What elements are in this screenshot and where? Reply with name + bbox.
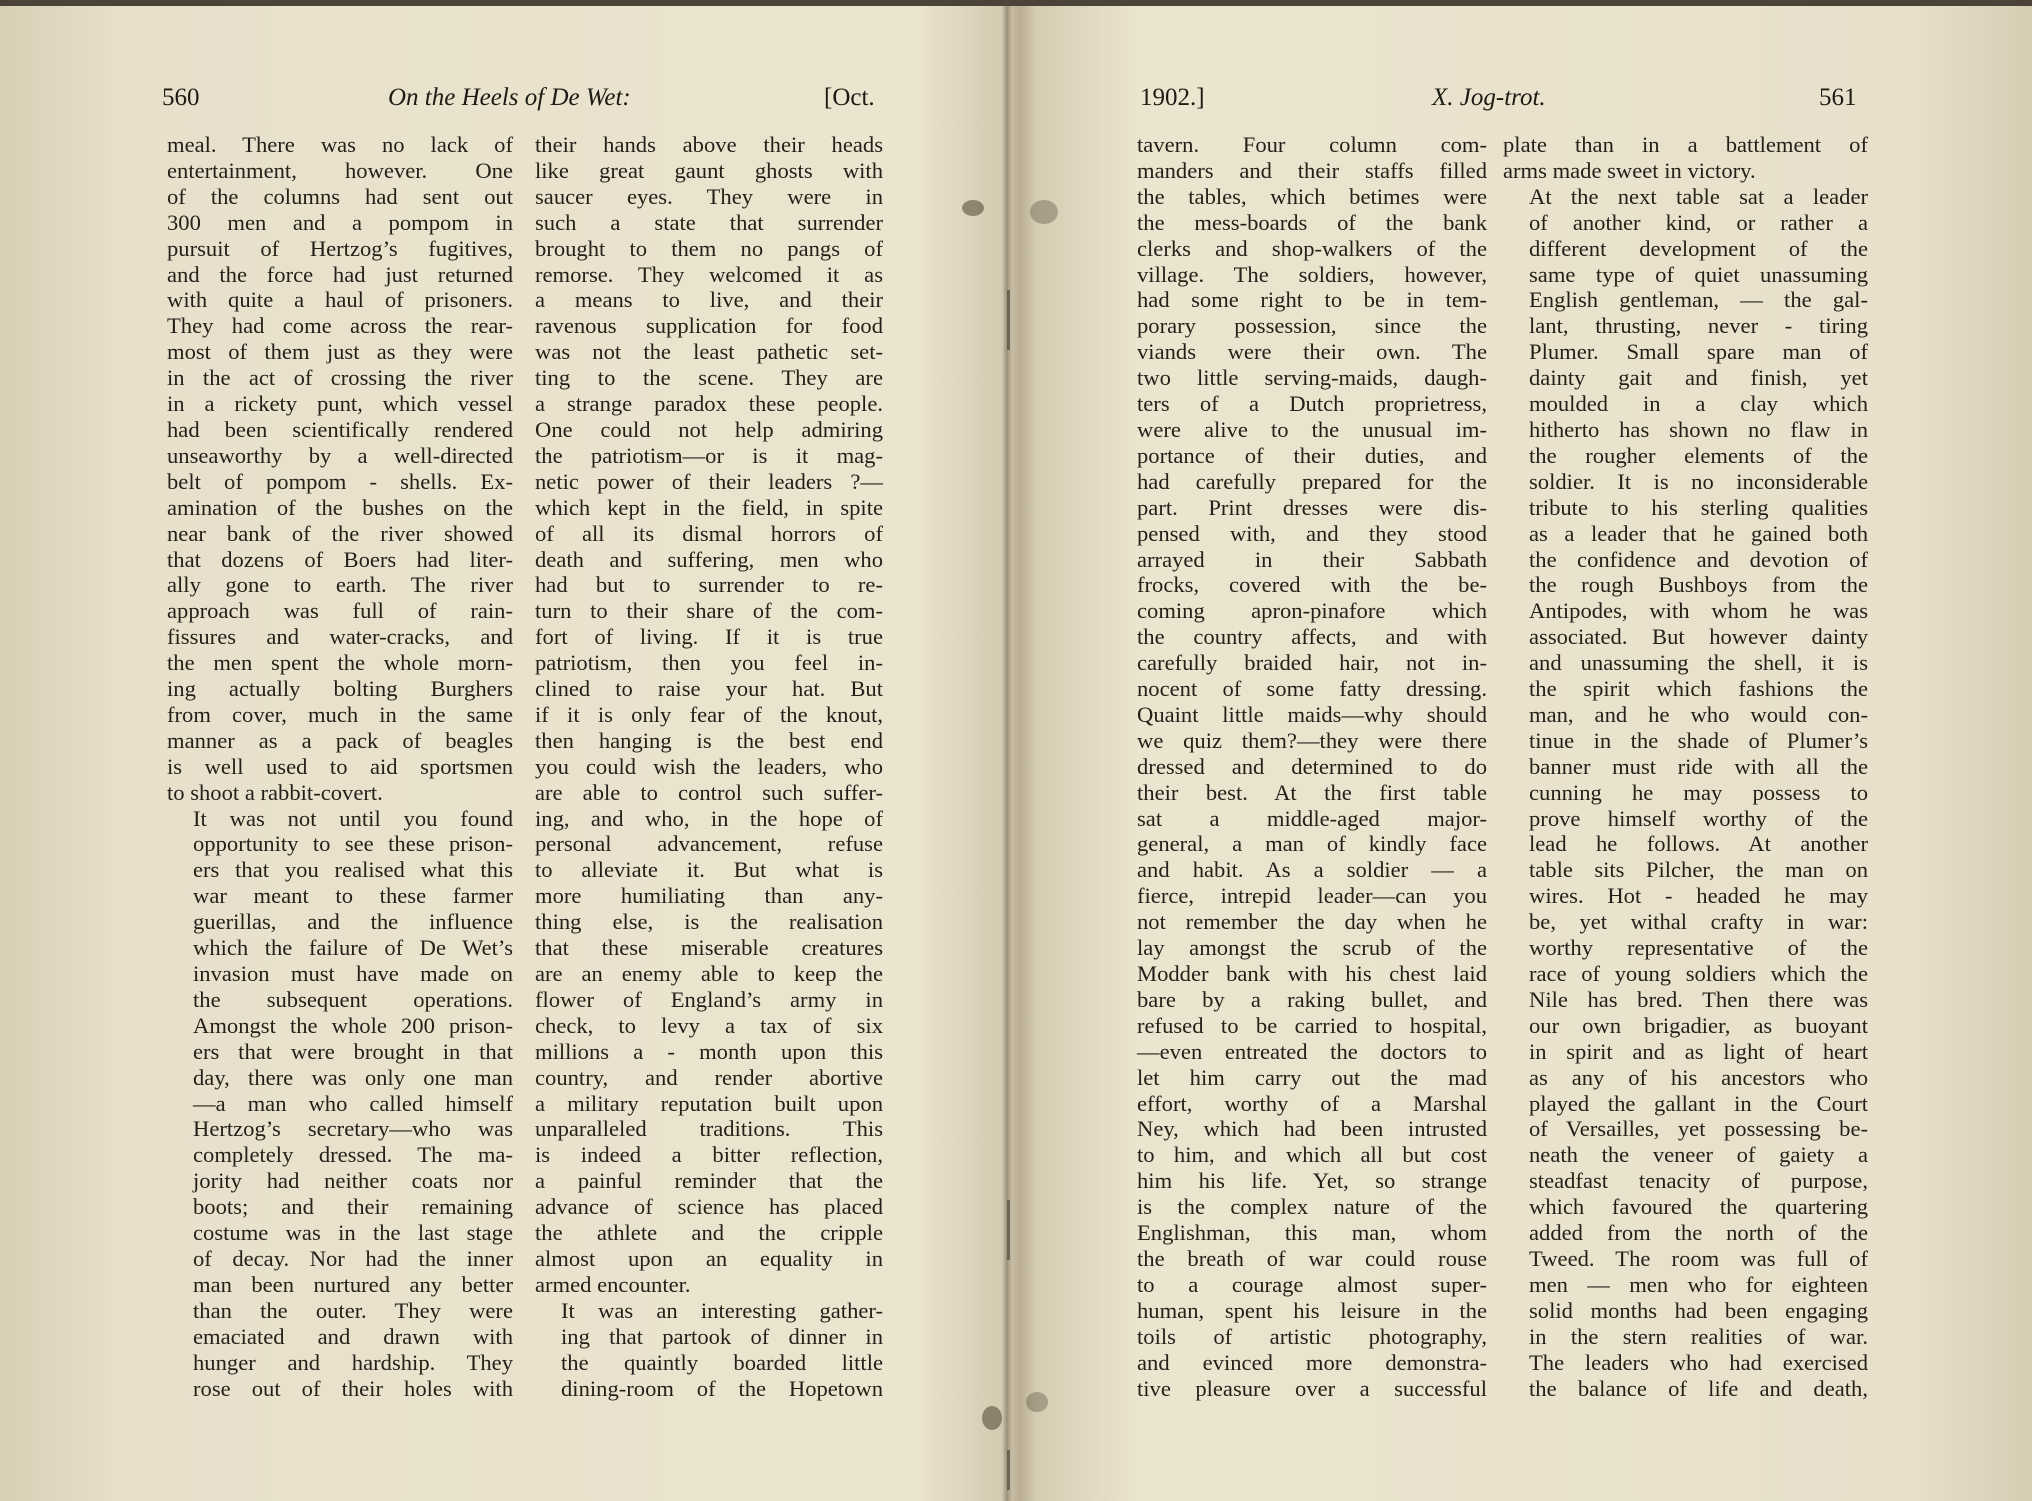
text-line: The leaders who had exercised [1529, 1349, 1868, 1375]
text-line: armed encounter. [535, 1271, 691, 1297]
text-line: entertainment, however. One [167, 157, 513, 183]
text-line: ing, and who, in the hope of [535, 805, 883, 831]
text-line: tribute to his sterling qualities [1529, 494, 1868, 520]
gutter-thread [1007, 1200, 1010, 1260]
text-line: table sits Pilcher, the man on [1529, 857, 1868, 883]
text-line: hitherto has shown no flaw in [1529, 416, 1868, 442]
text-line: had been scientifically rendered [167, 416, 513, 442]
text-line: the spirit which fashions the [1529, 676, 1868, 702]
text-line: advance of science has placed [535, 1194, 883, 1220]
text-line: Modder bank with his chest laid [1137, 961, 1487, 986]
text-line: invasion must have made on [193, 961, 513, 986]
text-line: dainty gait and finish, yet [1529, 365, 1868, 391]
text-line: ally gone to earth. The river [167, 572, 513, 598]
text-line: our own brigadier, as buoyant [1529, 1012, 1868, 1038]
text-line: if it is only fear of the knout, [535, 701, 883, 727]
text-line: Nile has bred. Then there was [1529, 986, 1868, 1012]
text-line: lay amongst the scrub of the [1137, 935, 1487, 961]
text-line: had carefully prepared for the [1137, 468, 1487, 494]
text-line: amination of the bushes on the [167, 494, 513, 520]
text-line: patriotism, then you feel in- [535, 650, 883, 676]
text-line: with quite a haul of prisoners. [167, 287, 513, 313]
text-line: turn to their share of the com- [535, 598, 883, 624]
text-line: had some right to be in tem- [1137, 287, 1487, 313]
text-line: are an enemy able to keep the [535, 961, 883, 986]
text-line: human, spent his leisure in the [1137, 1297, 1487, 1323]
text-line: One could not help admiring [535, 416, 883, 442]
text-line: dining-room of the Hopetown [561, 1375, 883, 1401]
text-line: men — men who for eighteen [1529, 1271, 1868, 1297]
text-line: is indeed a bitter reflection, [535, 1142, 883, 1168]
text-line: same type of quiet unassuming [1529, 261, 1868, 287]
text-line: in the act of crossing the river [167, 365, 513, 391]
text-line: unseaworthy by a well-directed [167, 442, 513, 468]
text-line: more humiliating than any- [535, 883, 883, 909]
text-line: to him, and which all but cost [1137, 1142, 1487, 1168]
text-line: such a state that surrender [535, 209, 883, 235]
text-line: steadfast tenacity of purpose, [1529, 1168, 1868, 1194]
text-line: costume was in the last stage [193, 1220, 513, 1246]
paragraph [1503, 184, 1868, 1402]
text-line: They had come across the rear- [167, 313, 513, 339]
text-line: arms made sweet in victory. [1503, 157, 1756, 183]
text-line: approach was full of rain- [167, 598, 513, 624]
text-line: solid months had been engaging [1529, 1297, 1868, 1323]
text-line: we quiz them?—they were there [1137, 727, 1487, 753]
text-line: the subsequent operations. [193, 986, 513, 1012]
text-line: almost upon an equality in [535, 1245, 883, 1271]
text-line: of decay. Nor had the inner [193, 1245, 513, 1271]
text-line: Hertzog’s secretary—who was [193, 1116, 513, 1142]
text-line: frocks, covered with the be- [1137, 572, 1487, 598]
left-running-head [0, 84, 1002, 124]
text-line: man been nurtured any better [193, 1271, 513, 1297]
text-line: and evinced more demonstra- [1137, 1349, 1487, 1375]
text-line: moulded in a clay which [1529, 391, 1868, 417]
text-line: the balance of life and death, [1529, 1375, 1868, 1401]
text-line: to a courage almost super- [1137, 1271, 1487, 1297]
right-running-title: X. Jog-trot. [1432, 84, 1546, 111]
text-line: day, there was only one man [193, 1064, 513, 1090]
text-line: unparalleled traditions. This [535, 1116, 883, 1142]
text-line: the men spent the whole morn- [167, 650, 513, 676]
text-line: meal. There was no lack of [167, 132, 513, 157]
text-line: the country affects, and with [1137, 624, 1487, 650]
text-line: and the force had just returned [167, 261, 513, 287]
text-line: and habit. As a soldier — a [1137, 857, 1487, 883]
text-line: the athlete and the cripple [535, 1220, 883, 1246]
text-line: the quaintly boarded little [561, 1349, 883, 1375]
text-line: prove himself worthy of the [1529, 805, 1868, 831]
text-line: completely dressed. The ma- [193, 1142, 513, 1168]
text-line: wires. Hot - headed he may [1529, 883, 1868, 909]
text-line: worthy representative of the [1529, 935, 1868, 961]
text-line: ing that partook of dinner in [561, 1323, 883, 1349]
text-line: played the gallant in the Court [1529, 1090, 1868, 1116]
right-page [1012, 0, 2032, 1501]
text-line: Englishman, this man, whom [1137, 1220, 1487, 1246]
text-line: fierce, intrepid leader—can you [1137, 883, 1487, 909]
text-line: pursuit of Hertzog’s fugitives, [167, 235, 513, 261]
text-line: as a leader that he gained both [1529, 520, 1868, 546]
paragraph [535, 132, 883, 1298]
paragraph [535, 1298, 883, 1402]
text-line: ters of a Dutch proprietress, [1137, 391, 1487, 417]
text-line: general, a man of kindly face [1137, 831, 1487, 857]
text-line: ers that were brought in that [193, 1038, 513, 1064]
text-line: belt of pompom - shells. Ex- [167, 468, 513, 494]
text-line: tive pleasure over a successful [1137, 1375, 1487, 1401]
text-line: hunger and hardship. They [193, 1349, 513, 1375]
text-line: rose out of their holes with [193, 1375, 513, 1401]
text-line: the tables, which betimes were [1137, 183, 1487, 209]
text-line: added from the north of the [1529, 1220, 1868, 1246]
text-line: of all its dismal horrors of [535, 520, 883, 546]
text-line: It was an interesting gather- [561, 1297, 883, 1323]
text-line: English gentleman, — the gal- [1529, 287, 1868, 313]
gutter-thread [1007, 1450, 1010, 1490]
paragraph [167, 132, 513, 806]
text-line: refused to be carried to hospital, [1137, 1012, 1487, 1038]
text-line: manders and their staffs filled [1137, 157, 1487, 183]
text-line: ravenous supplication for food [535, 313, 883, 339]
text-line: nocent of some fatty dressing. [1137, 676, 1487, 702]
paper-blemish [982, 1406, 1002, 1430]
text-line: effort, worthy of a Marshal [1137, 1090, 1487, 1116]
text-line: fissures and water-cracks, and [167, 624, 513, 650]
text-line: the breath of war could rouse [1137, 1245, 1487, 1271]
text-line: in a rickety punt, which vessel [167, 391, 513, 417]
text-line: of another kind, or rather a [1529, 209, 1868, 235]
text-line: near bank of the river showed [167, 520, 513, 546]
text-line: two little serving-maids, daugh- [1137, 365, 1487, 391]
text-line: —even entreated the doctors to [1137, 1038, 1487, 1064]
left-page-number: 560 [162, 84, 200, 111]
text-line: the patriotism—or is it mag- [535, 442, 883, 468]
text-line: At the next table sat a leader [1529, 183, 1868, 209]
text-line: in spirit and as light of heart [1529, 1038, 1868, 1064]
text-line: Tweed. The room was full of [1529, 1245, 1868, 1271]
text-line: man, and he who would con- [1529, 701, 1868, 727]
right-section-mark: 1902.] [1140, 84, 1205, 111]
text-line: race of young soldiers which the [1529, 961, 1868, 986]
text-line: pensed with, and they stood [1137, 520, 1487, 546]
book-gutter [1002, 0, 1012, 1501]
text-line: dressed and determined to do [1137, 753, 1487, 779]
text-line: ing actually bolting Burghers [167, 676, 513, 702]
text-line: a strange paradox these people. [535, 391, 883, 417]
text-line: It was not until you found [193, 805, 513, 831]
text-line: jority had neither coats nor [193, 1168, 513, 1194]
text-line: millions a - month upon this [535, 1038, 883, 1064]
text-line: the rough Bushboys from the [1529, 572, 1868, 598]
text-line: like great gaunt ghosts with [535, 157, 883, 183]
text-line: boots; and their remaining [193, 1194, 513, 1220]
text-line: him his life. Yet, so strange [1137, 1168, 1487, 1194]
text-line: to shoot a rabbit-covert. [167, 779, 383, 805]
text-line: check, to levy a tax of six [535, 1012, 883, 1038]
text-line: is well used to aid sportsmen [167, 753, 513, 779]
text-line: village. The soldiers, however, [1137, 261, 1487, 287]
text-line: then hanging is the best end [535, 727, 883, 753]
text-line: tavern. Four column com- [1137, 132, 1487, 157]
text-line: ers that you realised what this [193, 857, 513, 883]
text-line: carefully braided hair, not in- [1137, 650, 1487, 676]
text-line: manner as a pack of beagles [167, 727, 513, 753]
text-line: their hands above their heads [535, 132, 883, 157]
text-line: arrayed in their Sabbath [1137, 546, 1487, 572]
text-line: ting to the scene. They are [535, 365, 883, 391]
text-line: brought to them no pangs of [535, 235, 883, 261]
text-line: were alive to the unusual im- [1137, 416, 1487, 442]
text-line: saucer eyes. They were in [535, 183, 883, 209]
text-line: to alleviate it. But what is [535, 857, 883, 883]
left-column-2 [535, 132, 883, 1401]
text-line: flower of England’s army in [535, 986, 883, 1012]
text-line: coming apron-pinafore which [1137, 598, 1487, 624]
text-line: —a man who called himself [193, 1090, 513, 1116]
text-line: opportunity to see these prison- [193, 831, 513, 857]
text-line: different development of the [1529, 235, 1868, 261]
text-line: fort of living. If it is true [535, 624, 883, 650]
text-line: personal advancement, refuse [535, 831, 883, 857]
text-line: which kept in the field, in spite [535, 494, 883, 520]
paragraph [1137, 132, 1487, 1401]
text-line: their best. At the first table [1137, 779, 1487, 805]
text-line: sat a middle-aged major- [1137, 805, 1487, 831]
text-line: you could wish the leaders, who [535, 753, 883, 779]
text-line: not remember the day when he [1137, 909, 1487, 935]
text-line: bare by a raking bullet, and [1137, 986, 1487, 1012]
text-line: a means to live, and their [535, 287, 883, 313]
left-column-1 [167, 132, 513, 1401]
left-running-title: On the Heels of De Wet: [388, 84, 631, 111]
text-line: a painful reminder that the [535, 1168, 883, 1194]
right-column-2 [1503, 132, 1868, 1401]
text-line: emaciated and drawn with [193, 1323, 513, 1349]
text-line: clerks and shop-walkers of the [1137, 235, 1487, 261]
text-line: as any of his ancestors who [1529, 1064, 1868, 1090]
text-line: let him carry out the mad [1137, 1064, 1487, 1090]
text-line: Antipodes, with whom he was [1529, 598, 1868, 624]
text-line: remorse. They welcomed it as [535, 261, 883, 287]
text-line: most of them just as they were [167, 339, 513, 365]
text-line: soldier. It is no inconsiderable [1529, 468, 1868, 494]
text-line: plate than in a battlement of [1503, 132, 1868, 157]
text-line: of Versailles, yet possessing be- [1529, 1116, 1868, 1142]
text-line: porary possession, since the [1137, 313, 1487, 339]
text-line: the confidence and devotion of [1529, 546, 1868, 572]
text-line: that these miserable creatures [535, 935, 883, 961]
text-line: than the outer. They were [193, 1297, 513, 1323]
paper-blemish [962, 200, 984, 216]
text-line: country, and render abortive [535, 1064, 883, 1090]
text-line: had but to surrender to re- [535, 572, 883, 598]
text-line: neath the veneer of gaiety a [1529, 1142, 1868, 1168]
left-page [0, 0, 1002, 1501]
text-line: that dozens of Boers had liter- [167, 546, 513, 572]
text-line: banner must ride with all the [1529, 753, 1868, 779]
paragraph [167, 806, 513, 1402]
text-line: the rougher elements of the [1529, 442, 1868, 468]
text-line: 300 men and a pompom in [167, 209, 513, 235]
right-column-1 [1137, 132, 1487, 1401]
text-line: the mess-boards of the bank [1137, 209, 1487, 235]
text-line: war meant to these farmer [193, 883, 513, 909]
text-line: viands were their own. The [1137, 339, 1487, 365]
text-line: Quaint little maids—why should [1137, 701, 1487, 727]
text-line: was not the least pathetic set- [535, 339, 883, 365]
paper-blemish [1026, 1392, 1048, 1412]
text-line: be, yet withal crafty in war: [1529, 909, 1868, 935]
text-line: netic power of their leaders ?— [535, 468, 883, 494]
text-line: toils of artistic photography, [1137, 1323, 1487, 1349]
text-line: from cover, much in the same [167, 701, 513, 727]
text-line: Plumer. Small spare man of [1529, 339, 1868, 365]
text-line: associated. But however dainty [1529, 624, 1868, 650]
left-section-mark: [Oct. [824, 84, 875, 111]
paragraph [1503, 132, 1868, 184]
text-line: of the columns had sent out [167, 183, 513, 209]
text-line: a military reputation built upon [535, 1090, 883, 1116]
text-line: is the complex nature of the [1137, 1194, 1487, 1220]
text-line: which the failure of De Wet’s [193, 935, 513, 961]
text-line: clined to raise your hat. But [535, 676, 883, 702]
text-line: lead he follows. At another [1529, 831, 1868, 857]
right-page-number: 561 [1819, 84, 1857, 111]
paper-blemish [1030, 200, 1058, 224]
text-line: lant, thrusting, never - tiring [1529, 313, 1868, 339]
text-line: are able to control such suffer- [535, 779, 883, 805]
text-line: death and suffering, men who [535, 546, 883, 572]
text-line: in the stern realities of war. [1529, 1323, 1868, 1349]
right-running-head [1012, 84, 2032, 124]
text-line: Amongst the whole 200 prison- [193, 1012, 513, 1038]
text-line: which favoured the quartering [1529, 1194, 1868, 1220]
text-line: guerillas, and the influence [193, 909, 513, 935]
text-line: tinue in the shade of Plumer’s [1529, 727, 1868, 753]
text-line: and unassuming the shell, it is [1529, 650, 1868, 676]
text-line: cunning he may possess to [1529, 779, 1868, 805]
gutter-thread [1007, 290, 1010, 350]
text-line: portance of their duties, and [1137, 442, 1487, 468]
text-line: Ney, which had been intrusted [1137, 1116, 1487, 1142]
text-line: part. Print dresses were dis- [1137, 494, 1487, 520]
text-line: thing else, is the realisation [535, 909, 883, 935]
